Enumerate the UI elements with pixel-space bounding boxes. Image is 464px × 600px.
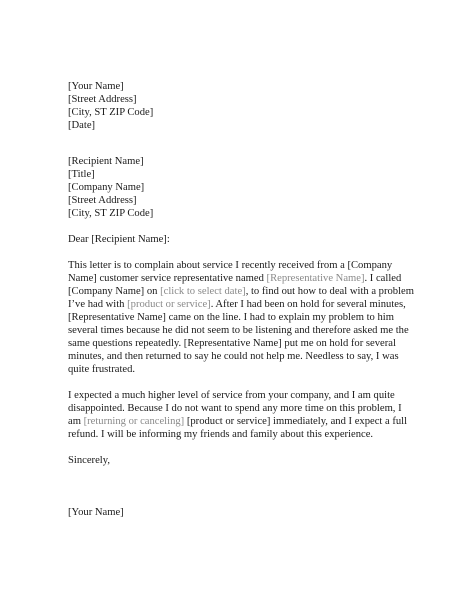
recipient-name: [Recipient Name] xyxy=(68,156,144,167)
signature-name: [Your Name] xyxy=(68,507,124,518)
paragraph-text: This letter is to complain about service I recently received from a [Company Name] customer service representative named xyxy=(68,260,393,284)
sender-street: [Street Address] xyxy=(68,94,137,105)
product-or-service-placeholder[interactable]: [product or service] xyxy=(127,299,211,310)
letter-body xyxy=(68,80,416,519)
paragraph-text: . After I had been on hold for several minutes, [Representative Name] came on the line. I had to explain my problem to him several times because he did not seem to be listening and therefore asked me the same questions repeatedly. [Representative Name] put me on hold for several minutes, and then returned to say he could not help me. Needless to say, I was quite frustrated. xyxy=(68,299,409,375)
representative-name-placeholder[interactable]: [Representative Name] xyxy=(266,273,365,284)
sender-city-state-zip: [City, ST ZIP Code] xyxy=(68,107,154,118)
recipient-city-state-zip: [City, ST ZIP Code] xyxy=(68,208,154,219)
paragraph-text: [product or service] immediately, and I expect a full refund. I will be informing my friends and family about this experience. xyxy=(68,416,408,440)
closing: Sincerely, xyxy=(68,455,110,466)
letter-date: [Date] xyxy=(68,120,96,131)
paragraph-text: . I called [Company Name] on xyxy=(68,273,402,297)
body-paragraph-1 xyxy=(68,259,416,376)
recipient-company: [Company Name] xyxy=(68,182,145,193)
body-paragraph-2 xyxy=(68,389,416,441)
returning-or-canceling-placeholder[interactable]: [returning or canceling] xyxy=(83,416,185,427)
salutation: Dear [Recipient Name]: xyxy=(68,234,170,245)
recipient-title: [Title] xyxy=(68,169,95,180)
recipient-address-block xyxy=(68,155,416,220)
sender-name: [Your Name] xyxy=(68,81,124,92)
date-picker-placeholder[interactable]: [click to select date] xyxy=(160,286,246,297)
paragraph-text: I expected a much higher level of service from your company, and I am quite disappointed. Because I do not want to spend any more time on this problem, I am xyxy=(68,390,402,427)
paragraph-text: , to find out how to deal with a problem I’ve had with xyxy=(68,286,414,310)
sender-address-block xyxy=(68,80,416,132)
recipient-street: [Street Address] xyxy=(68,195,137,206)
